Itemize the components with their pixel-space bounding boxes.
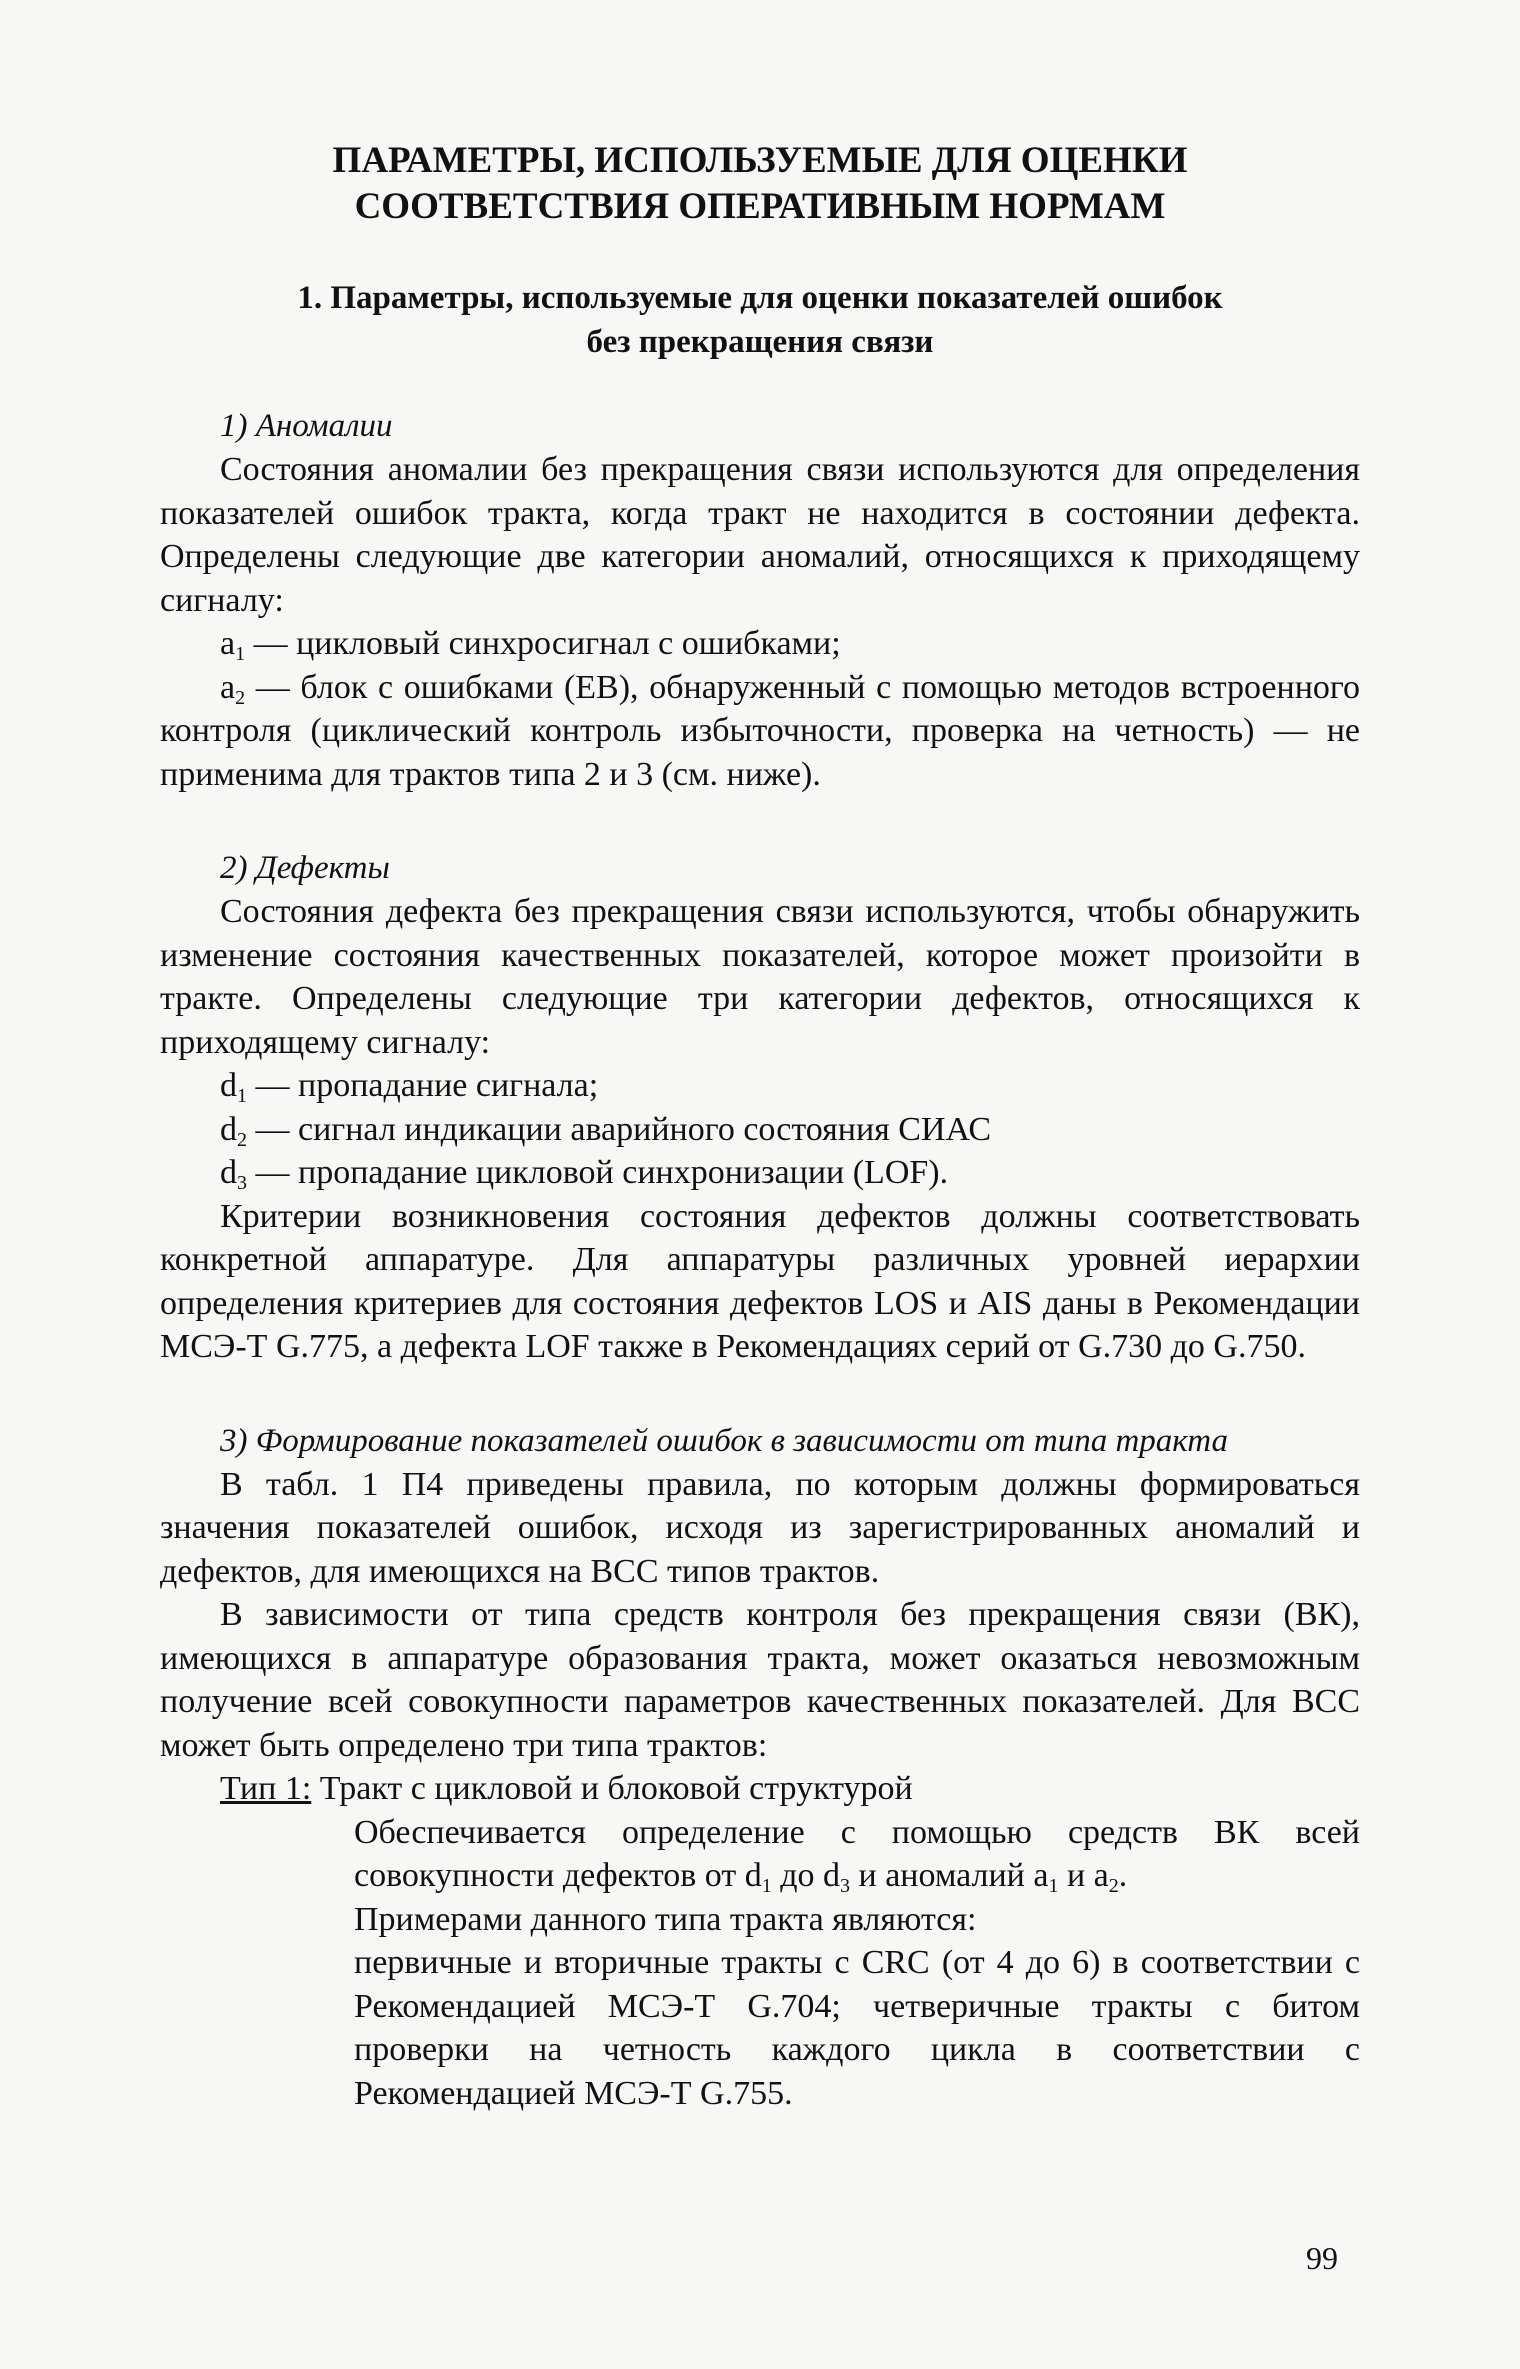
anomalies-heading: 1) Аномалии <box>220 408 393 444</box>
anomalies-section <box>160 404 1360 796</box>
type-1-examples-intro: Примерами данного типа тракта являются: <box>354 1900 977 1938</box>
defects-heading: 2) Дефекты <box>220 850 390 886</box>
defects-paragraph: Состояния дефекта без прекращения связи используются, чтобы обнаружить изменение состояния качественных показателей, которое может произойти в тракте. Определены следующие три категории дефектов, относящихся к приходящему сигналу: <box>160 893 1360 1061</box>
monitoring-paragraph: В зависимости от типа средств контроля без прекращения связи (ВК), имеющихся в аппаратуре образования тракта, может оказаться невозможным получение всей совокупности параметров качественных показателей. Для ВСС может быть определено три типа трактов: <box>160 1596 1360 1764</box>
page-number: 99 <box>1306 2240 1338 2276</box>
type-1-title: Тракт с цикловой и блоковой структурой <box>311 1770 913 1807</box>
section-title <box>160 276 1360 364</box>
defect-d2: $d_2$ — сигнал индикации аварийного состояния СИАС <box>220 1110 992 1151</box>
anomalies-paragraph: Состояния аномалии без прекращения связи используются для определения показателей ошибок тракта, когда тракт не находится в состоянии дефекта. Определены следующие две категории аномалий, относящихся к приходящему сигналу: <box>160 451 1360 619</box>
defect-d1: $d_1$ — пропадание сигнала; <box>220 1067 599 1107</box>
type-1-heading <box>220 1767 1360 1811</box>
page-title <box>160 138 1360 230</box>
error-formation-section <box>160 1419 1360 2116</box>
defect-criteria-paragraph: Критерии возникновения состояния дефектов должны соответствовать конкретной аппаратуре. Для аппаратуры различных уровней иерархии определения критериев для состояния дефектов LOS и AIS даны в Рекомендации МСЭ-Т G.775, а дефекта LOF также в Рекомендациях серий от G.730 до G.750. <box>160 1197 1360 1365</box>
type-1-label: Тип 1: <box>220 1770 312 1807</box>
type-1-body <box>354 1811 1360 2116</box>
section-title-line-2: без прекращения связи <box>586 324 934 360</box>
rules-paragraph: В табл. 1 П4 приведены правила, по которым должны формироваться значения показателей ошибок, исходя из зарегистрированных аномалий и дефектов, для имеющихся на ВСС типов трактов. <box>160 1465 1360 1590</box>
title-line-1: ПАРАМЕТРЫ, ИСПОЛЬЗУЕМЫЕ ДЛЯ ОЦЕНКИ <box>332 140 1188 181</box>
page-content <box>160 138 1360 2115</box>
anomaly-a1: $a_1$ — цикловый синхросигнал с ошибками; <box>220 625 841 665</box>
defect-d3: $d_3$ — пропадание цикловой синхронизации (LOF). <box>220 1154 949 1194</box>
anomaly-a2: $a_2$ — блок с ошибками (ЕВ), обнаруженный с помощью методов встроенного контроля (циклический контроль избыточности, проверка на четность) — не применима для трактов типа 2 и 3 (см. ниже). <box>160 668 1360 793</box>
defects-section <box>160 846 1360 1369</box>
title-line-2: СООТВЕТСТВИЯ ОПЕРАТИВНЫМ НОРМАМ <box>354 186 1166 227</box>
error-formation-heading: 3) Формирование показателей ошибок в зависимости от типа тракта <box>220 1422 1229 1459</box>
type-1-examples: первичные и вторичные тракты с CRC (от 4 до 6) в соответствии с Рекомендацией МСЭ-Т G.704; четверичные тракты с битом проверки на четность каждого цикла в соответствии с Рекомендацией МСЭ-Т G.755. <box>354 1944 1360 2112</box>
section-title-line-1: 1. Параметры, используемые для оценки показателей ошибок <box>297 280 1223 316</box>
type-1-description: Обеспечивается определение с помощью средств ВК всей совокупности дефектов от $d_1$ до $d_3$ и аномалий $a_1$ и $a_2$. <box>354 1813 1360 1897</box>
